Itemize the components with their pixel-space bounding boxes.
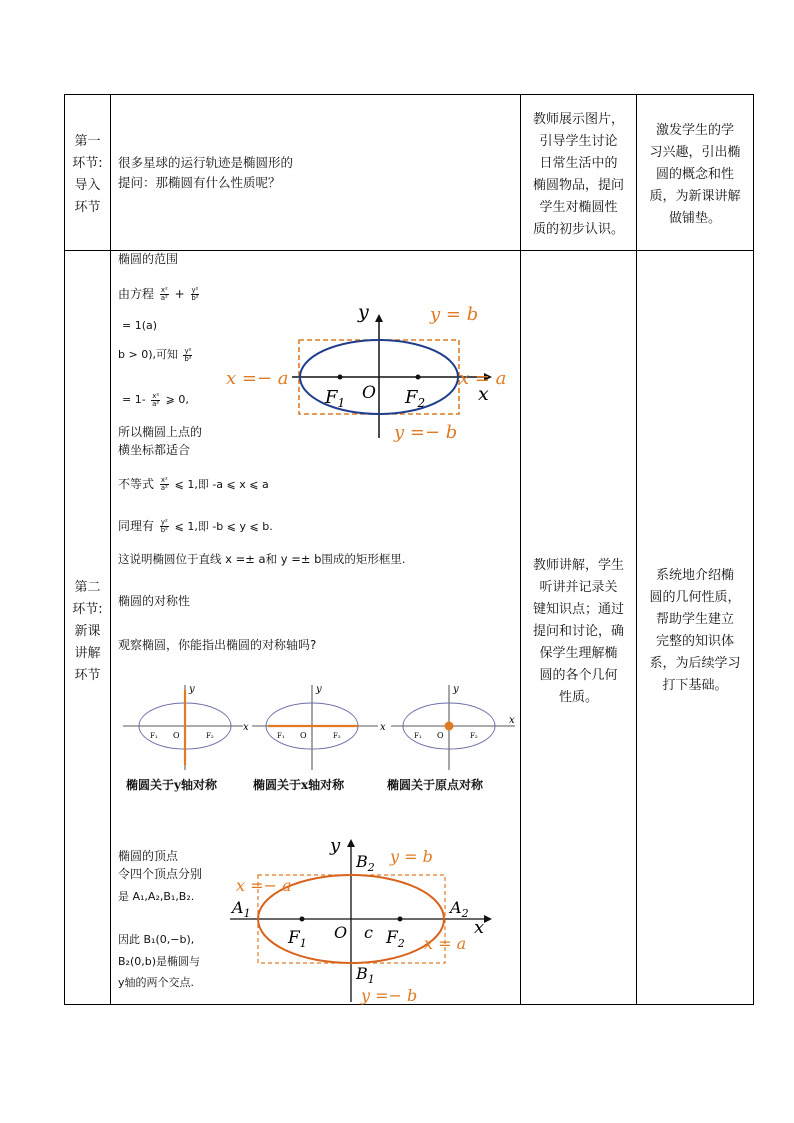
denominator: a² <box>160 294 168 302</box>
ellipse-vertices-figure <box>228 827 518 1006</box>
b2-letter: B <box>356 852 368 871</box>
origin-label: O <box>362 383 376 403</box>
teacher-line: 提问和讨论，确 <box>532 624 624 639</box>
f2-label: F₂ <box>333 732 341 740</box>
row2-label-line: 环节 <box>74 668 101 683</box>
fraction-x-over-a <box>160 477 169 492</box>
vertices-line-4: B₂(0,b)是椭圆与 <box>118 955 201 968</box>
symmetry-y-axis-figure <box>123 684 249 770</box>
b1-letter: B <box>356 964 368 983</box>
f2-letter: F <box>386 928 398 948</box>
inequality-x <box>118 475 269 494</box>
vertices-line-2: 是 A₁,A₂,B₁,B₂. <box>118 890 195 903</box>
origin-label: O <box>173 731 180 740</box>
inequality-prefix: 同理有 <box>118 519 155 533</box>
range-note-1: 所以椭圆上点的 <box>118 425 203 439</box>
f2-subscript: 2 <box>397 937 405 950</box>
b1-subscript: 1 <box>367 973 375 986</box>
symmetry-x-axis-figure <box>252 684 386 770</box>
focus-f2 <box>416 375 421 380</box>
fraction-y-over-b <box>183 348 192 363</box>
c-label: c <box>364 923 373 942</box>
y-axis-arrow <box>375 314 383 322</box>
x-axis-label: x <box>380 722 386 733</box>
y-axis-arrow <box>347 839 355 847</box>
center-of-symmetry-dot <box>445 722 454 731</box>
inequality-y <box>118 517 273 536</box>
x-axis-label: x <box>243 722 249 733</box>
x-axis-arrow <box>484 915 492 923</box>
fraction-y-over-b <box>191 287 200 302</box>
intent-line: 系统地介绍椭 <box>655 568 734 583</box>
a2-label <box>448 898 469 920</box>
row1-design-intent <box>637 120 753 230</box>
f1-label <box>324 387 345 410</box>
a2-letter: A <box>450 898 462 917</box>
numerator: y² <box>191 286 199 294</box>
intent-line: 帮助学生建立 <box>655 612 734 627</box>
row2-label <box>65 577 110 687</box>
denominator: a² <box>152 399 160 408</box>
intent-line: 习兴趣，引出椭 <box>649 145 741 160</box>
teacher-line: 引导学生讨论 <box>539 134 618 149</box>
origin-label: O <box>334 923 348 942</box>
fraction-y-over-b <box>160 519 169 534</box>
range-equation-line4 <box>122 391 189 409</box>
b2-label <box>355 852 375 874</box>
a1-letter: A <box>232 898 244 917</box>
f2-letter: F <box>405 387 418 408</box>
line-y-b-label: y = b <box>430 304 479 325</box>
line-y-neg-b-label: y =− b <box>361 986 418 1005</box>
focus-f2 <box>398 917 403 922</box>
row2-label-line: 讲解 <box>74 646 101 661</box>
range-condition <box>118 346 194 364</box>
y-axis-label: y <box>453 684 459 695</box>
teacher-line: 日常生活中的 <box>539 156 618 171</box>
f1-subscript: 1 <box>299 937 307 950</box>
symmetry-question: 观察椭圆，你能指出椭圆的对称轴吗? <box>118 638 317 652</box>
b1-label <box>355 964 375 986</box>
row2-design-intent <box>637 565 753 697</box>
x-axis-label: x <box>478 383 489 405</box>
line-x-a-label: x = a <box>459 368 507 389</box>
f1-label: F₁ <box>414 732 422 740</box>
y-axis-label: y <box>330 835 341 856</box>
focus-f1 <box>338 375 343 380</box>
line-x-neg-a-label: x =− a <box>226 368 289 389</box>
intent-line: 系，为后续学习 <box>649 656 741 671</box>
inequality-suffix: ⩽ 1,即 -a ⩽ x ⩽ a <box>174 478 269 491</box>
line-y-neg-b-label: y =− b <box>394 422 458 443</box>
line-x-neg-a-label: x =− a <box>236 876 292 895</box>
row1-content-line: 很多星球的运行轨迹是椭圆形的 <box>118 155 294 170</box>
range-equation: 由方程 $\frac{\text{x²}}{\text{a²}}$ + $\frac{\text{y²}}{\text{b²}}$ <box>118 286 199 302</box>
intent-line: 打下基础。 <box>662 678 728 693</box>
denominator: b² <box>160 526 168 534</box>
row1-label-line: 第一 <box>74 134 101 149</box>
range-heading: 椭圆的范围 <box>118 252 179 266</box>
caption-x-axis-symmetry: 椭圆关于x轴对称 <box>253 778 345 792</box>
y-axis-label: y <box>358 301 369 323</box>
caption-y-axis-symmetry: 椭圆关于y轴对称 <box>126 778 217 792</box>
focus-f1 <box>300 917 305 922</box>
row2-label-line: 环节: <box>72 602 103 617</box>
intent-line: 完整的知识体 <box>655 634 734 649</box>
teacher-line: 教师讲解，学生 <box>532 558 624 573</box>
vertices-heading: 椭圆的顶点 <box>118 849 179 863</box>
row1-content <box>118 153 513 193</box>
origin-label: O <box>437 731 444 740</box>
symmetry-origin-figure <box>391 684 515 770</box>
origin-label: O <box>300 731 307 740</box>
row1-label-line: 环节: <box>72 156 103 171</box>
teacher-line: 椭圆物品，提问 <box>532 178 624 193</box>
teacher-line: 键知识点；通过 <box>532 602 624 617</box>
f2-label: F₂ <box>206 732 214 740</box>
intent-line: 激发学生的学 <box>655 123 734 138</box>
intent-line: 质，为新课讲解 <box>649 189 741 204</box>
fraction-x-over-a <box>151 393 160 408</box>
row1-label-line: 环节 <box>74 200 101 215</box>
ellipse-range-figure <box>220 298 520 448</box>
line-y-b-label: y = b <box>390 847 433 866</box>
column-divider <box>110 95 111 1004</box>
caption-origin-symmetry: 椭圆关于原点对称 <box>387 778 484 792</box>
x-axis-label: x <box>509 715 515 726</box>
f1-subscript: 1 <box>337 396 346 410</box>
row1-teacher-activity <box>521 109 636 241</box>
equation-prefix: 由方程 <box>118 287 155 301</box>
equation-suffix: ⩾ 0, <box>165 393 189 406</box>
condition-text: b > 0),可知 <box>118 348 178 361</box>
row2-label-line: 新课 <box>74 624 101 639</box>
a2-subscript: 2 <box>461 907 469 920</box>
intent-line: 圆的几何性质， <box>649 590 741 605</box>
a1-subscript: 1 <box>243 907 251 920</box>
denominator: b² <box>184 354 192 363</box>
row2-label-line: 第二 <box>74 580 101 595</box>
f1-letter: F <box>288 928 300 948</box>
range-note-2: 横坐标都适合 <box>118 443 191 457</box>
teacher-line: 保学生理解椭 <box>539 646 618 661</box>
lesson-table <box>64 94 754 1005</box>
f2-label: F₂ <box>470 732 478 740</box>
inequality-prefix: 不等式 <box>118 477 155 491</box>
f1-letter: F <box>325 387 338 408</box>
teacher-line: 学生对椭圆性 <box>539 200 618 215</box>
denominator: a² <box>160 484 168 492</box>
row1-content-line: 提问：那椭圆有什么性质呢？ <box>118 175 281 190</box>
row1-label-line: 导入 <box>74 178 101 193</box>
y-axis-label: y <box>316 684 322 695</box>
numerator: y² <box>184 346 192 355</box>
f1-label <box>287 928 307 950</box>
teacher-line: 教师展示图片， <box>532 112 624 127</box>
numerator: x² <box>160 286 168 294</box>
teacher-line: 质的初步认识。 <box>532 222 624 237</box>
numerator: x² <box>152 391 160 400</box>
teacher-line: 性质。 <box>558 690 598 705</box>
a1-label <box>230 898 251 920</box>
symmetry-heading: 椭圆的对称性 <box>118 594 191 608</box>
f2-subscript: 2 <box>417 396 426 410</box>
fraction-x-over-a <box>160 287 169 302</box>
f2-label <box>404 387 425 410</box>
y-axis-label: y <box>189 684 195 695</box>
numerator: x² <box>160 476 168 484</box>
range-conclusion: 这说明椭圆位于直线 x =± a和 y =± b围成的矩形框里. <box>118 552 406 566</box>
f1-label: F₁ <box>150 732 158 740</box>
teacher-line: 圆的各个几何 <box>539 668 618 683</box>
equation-prefix: = 1- <box>122 393 146 406</box>
inequality-suffix: ⩽ 1,即 -b ⩽ y ⩽ b. <box>174 520 273 533</box>
row2-teacher-activity <box>521 555 636 709</box>
row1-label <box>65 131 110 219</box>
vertices-line-3: 因此 B₁(0,−b), <box>118 933 195 946</box>
range-equation-line2: = 1(a) <box>122 319 158 332</box>
x-axis-label: x <box>474 917 485 938</box>
column-divider <box>636 95 637 1004</box>
teacher-line: 听讲并记录关 <box>539 580 618 595</box>
line-x-a-label: x = a <box>424 934 467 953</box>
vertices-line-1: 令四个顶点分别 <box>118 867 203 881</box>
f2-label <box>385 928 405 950</box>
vertices-line-5: y轴的两个交点. <box>118 976 195 989</box>
denominator: b² <box>191 294 199 302</box>
symmetry-figures <box>118 680 518 770</box>
intent-line: 圆的概念和性 <box>655 167 734 182</box>
f1-label: F₁ <box>277 732 285 740</box>
b2-subscript: 2 <box>367 861 375 874</box>
numerator: y² <box>160 518 168 526</box>
intent-line: 做铺垫。 <box>668 211 721 226</box>
